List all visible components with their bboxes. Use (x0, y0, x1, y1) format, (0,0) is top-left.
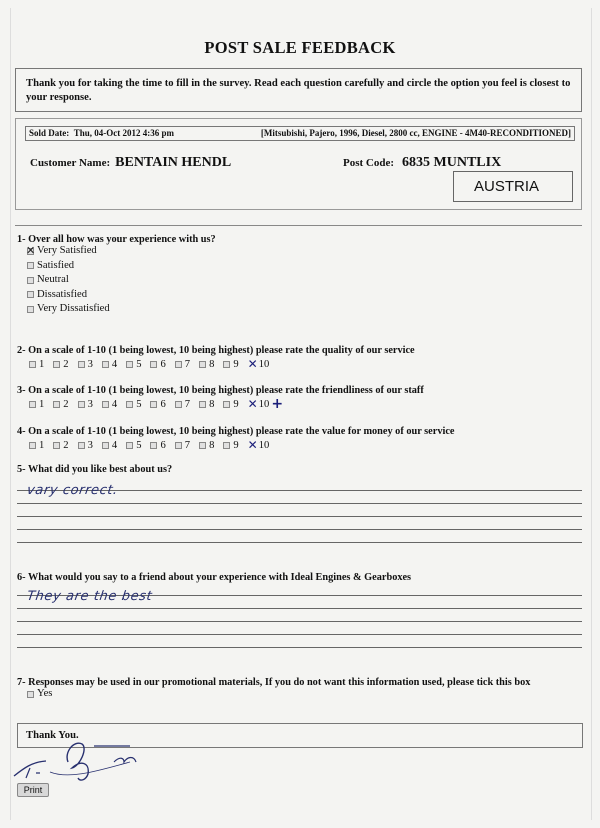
scale-option-10[interactable] (248, 397, 283, 411)
scale-option-9[interactable] (223, 397, 238, 411)
answer-line (17, 529, 582, 530)
scale-option-4[interactable] (102, 397, 117, 411)
checkbox[interactable] (29, 442, 36, 449)
scale-label: 6 (160, 398, 166, 410)
answer-line (17, 621, 582, 622)
checkbox[interactable] (29, 401, 36, 408)
checkbox[interactable] (150, 442, 157, 449)
scale-option-2[interactable] (53, 397, 68, 411)
scale-label: 8 (209, 358, 215, 370)
intro-box: Thank you for taking the time to fill in the survey. Read each question carefully and circle the option you feel is closest to your response. (15, 68, 582, 112)
option-label: Dissatisfied (37, 288, 88, 300)
scale-option-4[interactable] (102, 357, 117, 371)
scale-label: 8 (209, 398, 215, 410)
vehicle-details: [Mitsubishi, Pajero, 1996, Diesel, 2800 cc, ENGINE - 4M40-RECONDITIONED] (260, 128, 571, 138)
answer-line (17, 503, 582, 504)
scale-option-5[interactable] (126, 438, 141, 452)
checkbox[interactable] (223, 361, 230, 368)
scale-option-4[interactable] (102, 438, 117, 452)
page-title: POST SALE FEEDBACK (204, 38, 396, 57)
scale-option-1[interactable] (29, 397, 44, 411)
checkbox[interactable] (150, 361, 157, 368)
scale-option-1[interactable] (29, 357, 44, 371)
postcode-value: 6835 MUNTLIX (402, 155, 502, 170)
handwritten-plus-mark: + (271, 396, 284, 412)
sale-row (25, 126, 575, 141)
checkbox[interactable] (199, 442, 206, 449)
print-button[interactable]: Print (17, 783, 49, 797)
scale-label: 3 (87, 358, 93, 370)
question-4: 4- On a scale of 1-10 (1 being lowest, 10 being highest) please rate the value for money of our service (17, 426, 455, 437)
handwritten-answer-5: vary correct. (25, 483, 119, 498)
checkbox[interactable] (27, 248, 34, 255)
post-code (343, 155, 501, 171)
question-1: 1- Over all how was your experience with us? (17, 234, 216, 245)
checkbox[interactable] (102, 361, 109, 368)
checkbox[interactable] (199, 361, 206, 368)
checkbox[interactable] (126, 361, 133, 368)
scale-label: 3 (87, 439, 93, 451)
scale-option-6[interactable] (150, 357, 165, 371)
scale-option-7[interactable] (175, 438, 190, 452)
q1-option[interactable] (27, 302, 110, 317)
question-7-options (27, 687, 52, 702)
scale-option-3[interactable] (78, 397, 93, 411)
scale-label: 10 (258, 358, 270, 370)
option-label: Very Dissatisfied (37, 303, 110, 314)
answer-line (17, 608, 582, 609)
option-label: Satisfied (37, 259, 75, 271)
handwritten-answer-6: They are the best (25, 589, 154, 604)
question-3: 3- On a scale of 1-10 (1 being lowest, 10 being highest) please rate the friendliness of our staff (17, 385, 424, 396)
scale-option-8[interactable] (199, 357, 214, 371)
divider (15, 225, 582, 226)
scale-label: 9 (233, 439, 239, 451)
q1-option[interactable] (27, 273, 110, 288)
handwritten-x-mark: ✕ (247, 438, 258, 452)
checkbox-label: Yes (37, 688, 53, 699)
question-6: 6- What would you say to a friend about your experience with Ideal Engines & Gearboxes (17, 572, 412, 583)
checkbox[interactable] (126, 442, 133, 449)
scale-option-5[interactable] (126, 397, 141, 411)
option-label: Neutral (37, 274, 69, 285)
scale-option-6[interactable] (150, 397, 165, 411)
scale-label: 6 (160, 358, 166, 370)
question-2: 2- On a scale of 1-10 (1 being lowest, 10 being highest) please rate the quality of our service (17, 345, 415, 356)
scale-label: 8 (209, 439, 215, 451)
scale-label: 2 (63, 358, 69, 370)
scale-label: 4 (111, 439, 118, 451)
checkbox[interactable] (78, 401, 85, 408)
checkbox[interactable] (102, 401, 109, 408)
scale-label: 5 (136, 439, 142, 451)
scale-label: 5 (136, 398, 142, 410)
scale-option-10[interactable] (248, 357, 270, 371)
scale-label: 2 (63, 439, 69, 451)
scale-option-3[interactable] (78, 438, 93, 452)
question-4-scale (29, 438, 269, 452)
checkbox[interactable] (175, 401, 182, 408)
scale-option-3[interactable] (78, 357, 93, 371)
sale-details-box (15, 118, 582, 210)
checkbox[interactable] (27, 262, 34, 269)
scale-option-7[interactable] (175, 397, 190, 411)
sold-date-label: Sold Date: (29, 128, 70, 138)
checkbox[interactable] (53, 401, 60, 408)
scale-label: 4 (111, 358, 118, 370)
thank-you-text: Thank You. (26, 730, 79, 741)
checkbox[interactable] (27, 291, 34, 298)
question-1-options (27, 244, 110, 317)
checkbox[interactable] (27, 691, 34, 698)
checkbox[interactable] (78, 361, 85, 368)
checkbox[interactable] (29, 361, 36, 368)
scale-option-2[interactable] (53, 357, 68, 371)
question-2-scale (29, 357, 269, 371)
scale-label: 1 (39, 398, 45, 410)
scale-label: 9 (233, 398, 239, 410)
scale-label: 2 (63, 398, 69, 410)
q1-option[interactable] (27, 259, 110, 274)
sold-date-value: Thu, 04-Oct 2012 4:36 pm (73, 128, 175, 138)
scale-label: 1 (39, 358, 45, 370)
checkbox[interactable] (223, 401, 230, 408)
checkbox[interactable] (199, 401, 206, 408)
customer-value: BENTAIN HENDL (115, 155, 232, 170)
answer-line (17, 647, 582, 648)
question-3-scale (29, 397, 283, 411)
scale-option-10[interactable] (248, 438, 270, 452)
q1-option[interactable] (27, 288, 110, 303)
customer-label: Customer Name: (30, 157, 111, 169)
country-field[interactable]: AUSTRIA (453, 171, 573, 202)
question-5: 5- What did you like best about us? (17, 464, 173, 475)
opt-out-checkbox[interactable] (27, 687, 52, 702)
checkbox[interactable] (78, 442, 85, 449)
checkbox[interactable] (27, 277, 34, 284)
checkbox[interactable] (126, 401, 133, 408)
checkbox[interactable] (53, 361, 60, 368)
scale-label: 7 (184, 358, 191, 370)
checkbox[interactable] (223, 442, 230, 449)
postcode-label: Post Code: (343, 157, 395, 169)
scale-option-8[interactable] (199, 397, 214, 411)
signature (10, 732, 170, 782)
scale-label: 4 (111, 398, 118, 410)
scale-label: 9 (233, 358, 239, 370)
answer-line (17, 516, 582, 517)
answer-line (17, 542, 582, 543)
checkbox[interactable] (53, 442, 60, 449)
option-label: Very Satisfied (37, 245, 97, 256)
scale-option-8[interactable] (199, 438, 214, 452)
checkbox[interactable] (150, 401, 157, 408)
answer-line (17, 634, 582, 635)
scale-option-7[interactable] (175, 357, 190, 371)
handwritten-x-mark: ✕ (247, 357, 258, 371)
scale-option-9[interactable] (223, 438, 238, 452)
q1-option[interactable] (27, 244, 110, 259)
scale-option-5[interactable] (126, 357, 141, 371)
scale-label: 5 (136, 358, 142, 370)
scale-option-2[interactable] (53, 438, 68, 452)
scale-option-9[interactable] (223, 357, 238, 371)
scale-label: 7 (184, 439, 191, 451)
checkbox[interactable] (175, 442, 182, 449)
scale-label: 10 (258, 439, 270, 451)
question-7: 7- Responses may be used in our promotional materials, If you do not want this information used, please tick this box (17, 677, 531, 688)
checkbox[interactable] (175, 361, 182, 368)
sold-date (29, 127, 174, 140)
checkbox[interactable] (27, 306, 34, 313)
scale-option-1[interactable] (29, 438, 44, 452)
scale-label: 3 (87, 398, 93, 410)
handwritten-x-mark: ✕ (247, 397, 258, 411)
scale-label: 6 (160, 439, 166, 451)
customer-name (30, 155, 231, 171)
scale-option-6[interactable] (150, 438, 165, 452)
scale-label: 7 (184, 398, 191, 410)
scale-label: 10 (258, 398, 270, 410)
checkbox[interactable] (102, 442, 109, 449)
scale-label: 1 (39, 439, 45, 451)
